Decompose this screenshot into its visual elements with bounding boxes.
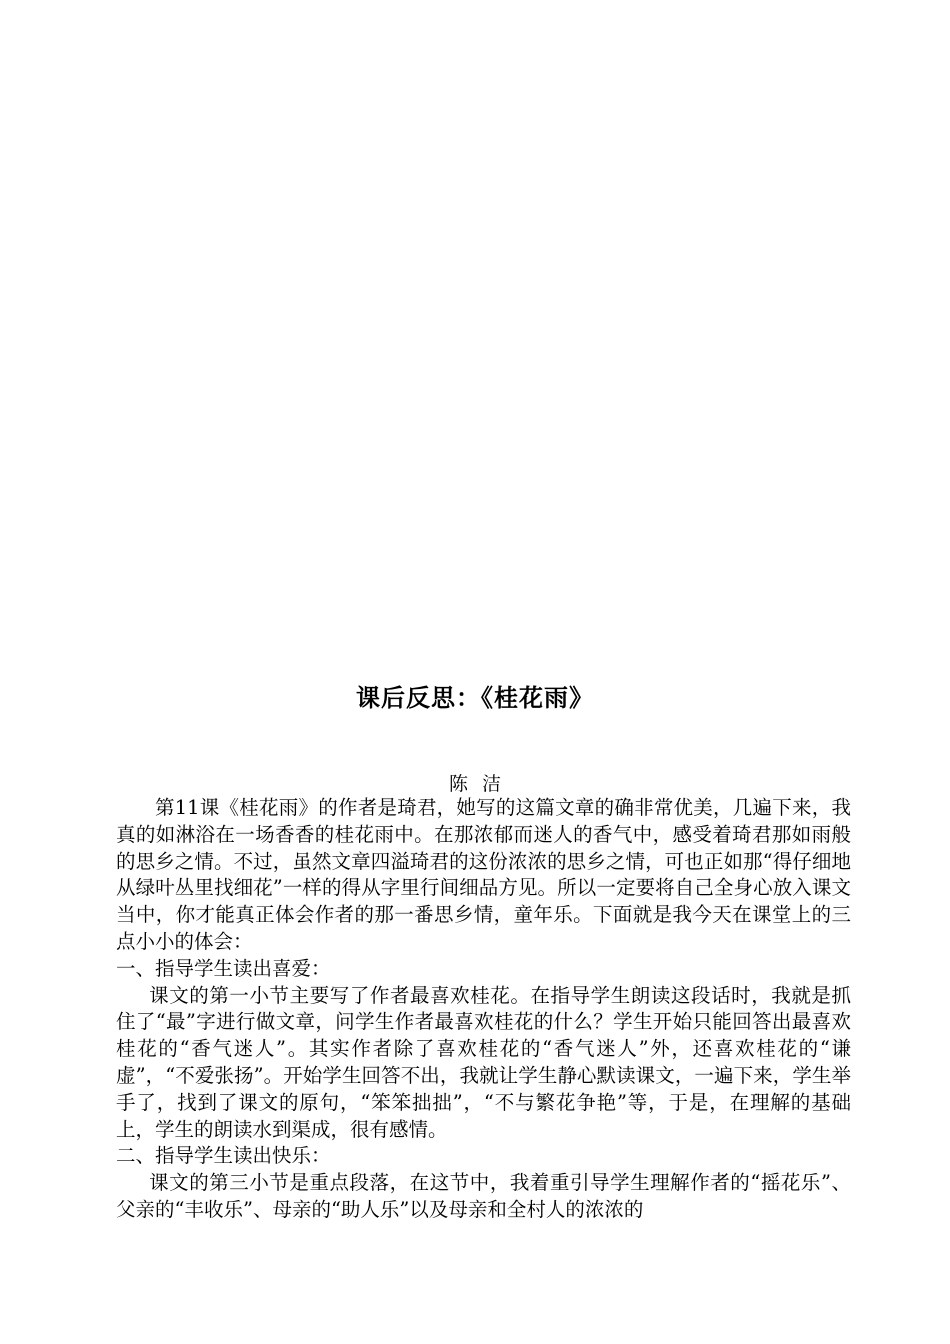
document-body (116, 795, 851, 1224)
section-heading-1: 一、指导学生读出喜爱： (116, 956, 331, 980)
paragraph-intro: 第11课《桂花雨》的作者是琦君，她写的这篇文章的确非常优美，几遍下来，我真的如淋浴在一场香香的桂花雨中。在那浓郁而迷人的香气中，感受着琦君那如雨般的思乡之情。不过，虽然文章四溢琦君的这份浓浓的思乡之情，可也正如那“得仔细地从绿叶丛里找细花”一样的得从字里行间细品方见。所以一定要将自己全身心放入课文当中，你才能真正体会作者的那一番思乡情，童年乐。下面就是我今天在课堂上的三点小小的体会： (116, 796, 851, 953)
section-heading-2: 二、指导学生读出快乐： (116, 1144, 331, 1168)
paragraph-section-1: 课文的第一小节主要写了作者最喜欢桂花。在指导学生朗读这段话时，我就是抓住了“最”字进行做文章，问学生作者最喜欢桂花的什么？学生开始只能回答出最喜欢桂花的“香气迷人”。其实作者除了喜欢桂花的“香气迷人”外，还喜欢桂花的“谦虚”，“不爱张扬”。开始学生回答不出，我就让学生静心默读课文，一遍下来，学生举手了，找到了课文的原句，“笨笨拙拙”，“不与繁花争艳”等，于是，在理解的基础上，学生的朗读水到渠成，很有感情。 (116, 983, 851, 1141)
document-title: 课后反思：《桂花雨》 (356, 684, 594, 712)
paragraph-section-2: 课文的第三小节是重点段落，在这节中，我着重引导学生理解作者的“摇花乐”、父亲的“丰收乐”、母亲的“助人乐”以及母亲和全村人的浓浓的 (116, 1171, 851, 1221)
author-name: 陈洁 (448, 773, 515, 795)
